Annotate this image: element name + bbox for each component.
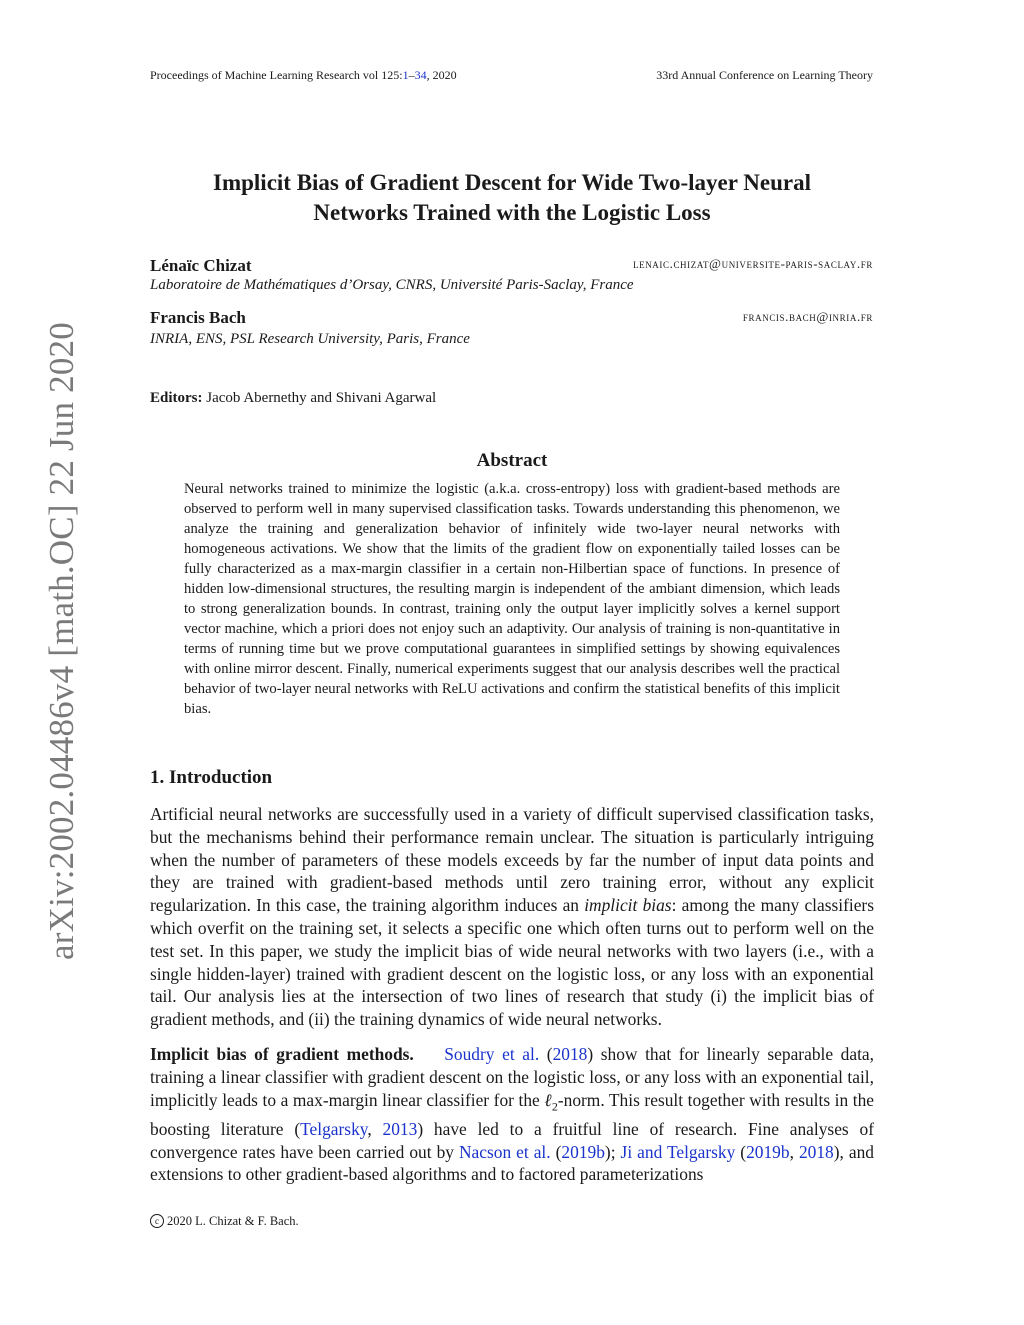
citation-ji-telgarsky[interactable]: Ji and Telgarsky bbox=[620, 1141, 736, 1162]
text-span: ( bbox=[735, 1141, 747, 1162]
citation-nacson-year[interactable]: 2019b bbox=[561, 1141, 605, 1162]
text-span: ) have led to a fruitful line of research. Fine analyses of convergence rates have been carried out by bbox=[150, 1118, 874, 1162]
intro-paragraph-1 bbox=[150, 803, 874, 1031]
text-span: ( bbox=[539, 1044, 553, 1064]
author-email-2[interactable]: francis.bach@inria.fr bbox=[742, 309, 873, 324]
text-span: , bbox=[367, 1118, 383, 1139]
arxiv-identifier-stamp: arXiv:2002.04486v4 [math.OC] 22 Jun 2020 bbox=[42, 322, 81, 960]
citation-telgarsky[interactable]: Telgarsky bbox=[300, 1118, 368, 1139]
running-header-right: 33rd Annual Conference on Learning Theory bbox=[656, 68, 873, 82]
title-line-1: Implicit Bias of Gradient Descent for Wide Two-layer Neural bbox=[213, 170, 811, 195]
copyright-icon: c bbox=[150, 1214, 164, 1228]
editors-names: Jacob Abernethy and Shivani Agarwal bbox=[202, 390, 437, 406]
intro-paragraph-2 bbox=[150, 1043, 874, 1186]
ell-subscript: 2 bbox=[551, 1099, 558, 1114]
editors-line bbox=[150, 390, 436, 407]
intro-p1-text-b: : among the many classifiers which overfit on the training set, it selects a specific one which often turns out to perform well on the test set. In this paper, we study the implicit bias of wide neural networks with two layers (i.e., with a single hidden-layer) trained with gradient descent on the logistic loss, or any loss with an exponential tail. Our analysis lies at the intersection of two lines of research that study (i) the implicit bias of gradient methods, and (ii) the training dynamics of wide neural networks. bbox=[150, 895, 874, 1030]
copyright-footer bbox=[150, 1214, 299, 1229]
paragraph-heading-implicit-bias: Implicit bias of gradient methods. bbox=[150, 1044, 414, 1064]
citation-soudry[interactable]: Soudry et al. bbox=[444, 1044, 540, 1064]
paragraph-heading-gap bbox=[414, 1044, 444, 1064]
text-span: ( bbox=[550, 1141, 562, 1162]
intro-p1-text-a: Artificial neural networks are successfully used in a variety of difficult supervised classification tasks, but the mechanisms behind their performance remain unclear. The situation is particularly intriguing when the number of parameters of these models exceeds by far the number of input data points and they are trained with gradient-based methods until zero training error, without any explicit regularization. In this case, the training algorithm induces an bbox=[150, 804, 874, 916]
page-end-link[interactable]: 34 bbox=[414, 68, 427, 82]
editors-label: Editors: bbox=[150, 390, 203, 406]
citation-ji-year-2019b[interactable]: 2019b bbox=[746, 1141, 790, 1162]
citation-soudry-year[interactable]: 2018 bbox=[552, 1044, 588, 1064]
page-start-link[interactable]: 1 bbox=[402, 68, 409, 82]
citation-telgarsky-year[interactable]: 2013 bbox=[382, 1118, 418, 1139]
copyright-text: 2020 L. Chizat & F. Bach. bbox=[167, 1214, 299, 1228]
text-span: ) show that for linearly separable data, training a linear classifier with gradient descent on the logistic loss, or any loss with an exponential tail, implicitly leads to a max-margin linear classifier for the bbox=[150, 1044, 874, 1110]
citation-ji-year-2018[interactable]: 2018 bbox=[798, 1141, 834, 1162]
title-line-2: Networks Trained with the Logistic Loss bbox=[313, 200, 711, 225]
text-span: , bbox=[789, 1141, 799, 1162]
citation-nacson[interactable]: Nacson et al. bbox=[458, 1141, 551, 1162]
author-name-2: Francis Bach bbox=[150, 308, 246, 327]
paper-title bbox=[150, 168, 874, 228]
text-span: ); bbox=[604, 1141, 621, 1162]
author-affiliation-1: Laboratoire de Mathématiques d’Orsay, CNRS, Université Paris-Saclay, France bbox=[150, 277, 634, 293]
ell-symbol: ℓ bbox=[544, 1089, 552, 1110]
proceedings-label: Proceedings of Machine Learning Research vol 125: bbox=[150, 68, 403, 82]
running-header-left bbox=[150, 68, 457, 83]
page-dash: – bbox=[408, 68, 415, 82]
implicit-bias-term: implicit bias bbox=[584, 895, 672, 916]
author-affiliation-2: INRIA, ENS, PSL Research University, Paris, France bbox=[150, 331, 470, 347]
author-name-1: Lénaïc Chizat bbox=[150, 256, 252, 275]
proceedings-year: , 2020 bbox=[426, 68, 457, 82]
text-span: ), and extensions to other gradient-based algorithms and to factored parameterizations bbox=[150, 1141, 874, 1185]
abstract-heading: Abstract bbox=[476, 450, 548, 471]
abstract-text: Neural networks trained to minimize the logistic (a.k.a. cross-entropy) loss with gradient-based methods are observed to perform well in many supervised classification tasks. Towards understanding this phenomenon, we analyze the training and generalization behavior of infinitely wide two-layer neural networks with homogeneous activations. We show that the limits of the gradient flow on exponentially tailed losses can be fully characterized as a max-margin classifier in a certain non-Hilbertian space of functions. In presence of hidden low-dimensional structures, the resulting margin is independent of the ambiant dimension, which leads to strong generalization bounds. In contrast, training only the output layer implicitly solves a kernel support vector machine, which a priori does not enjoy such an adaptivity. Our analysis of training is non-quantitative in terms of running time but we prove computational guarantees in simplified settings by showing equivalences with online mirror descent. Finally, numerical experiments suggest that our analysis describes well the practical behavior of two-layer neural networks with ReLU activations and confirm the statistical benefits of this implicit bias. bbox=[184, 481, 840, 717]
section-heading-introduction: 1. Introduction bbox=[150, 767, 273, 788]
text-span: -norm. This result together with results in the boosting literature ( bbox=[150, 1089, 875, 1139]
author-email-1[interactable]: lenaic.chizat@universite-paris-saclay.fr bbox=[633, 256, 873, 271]
